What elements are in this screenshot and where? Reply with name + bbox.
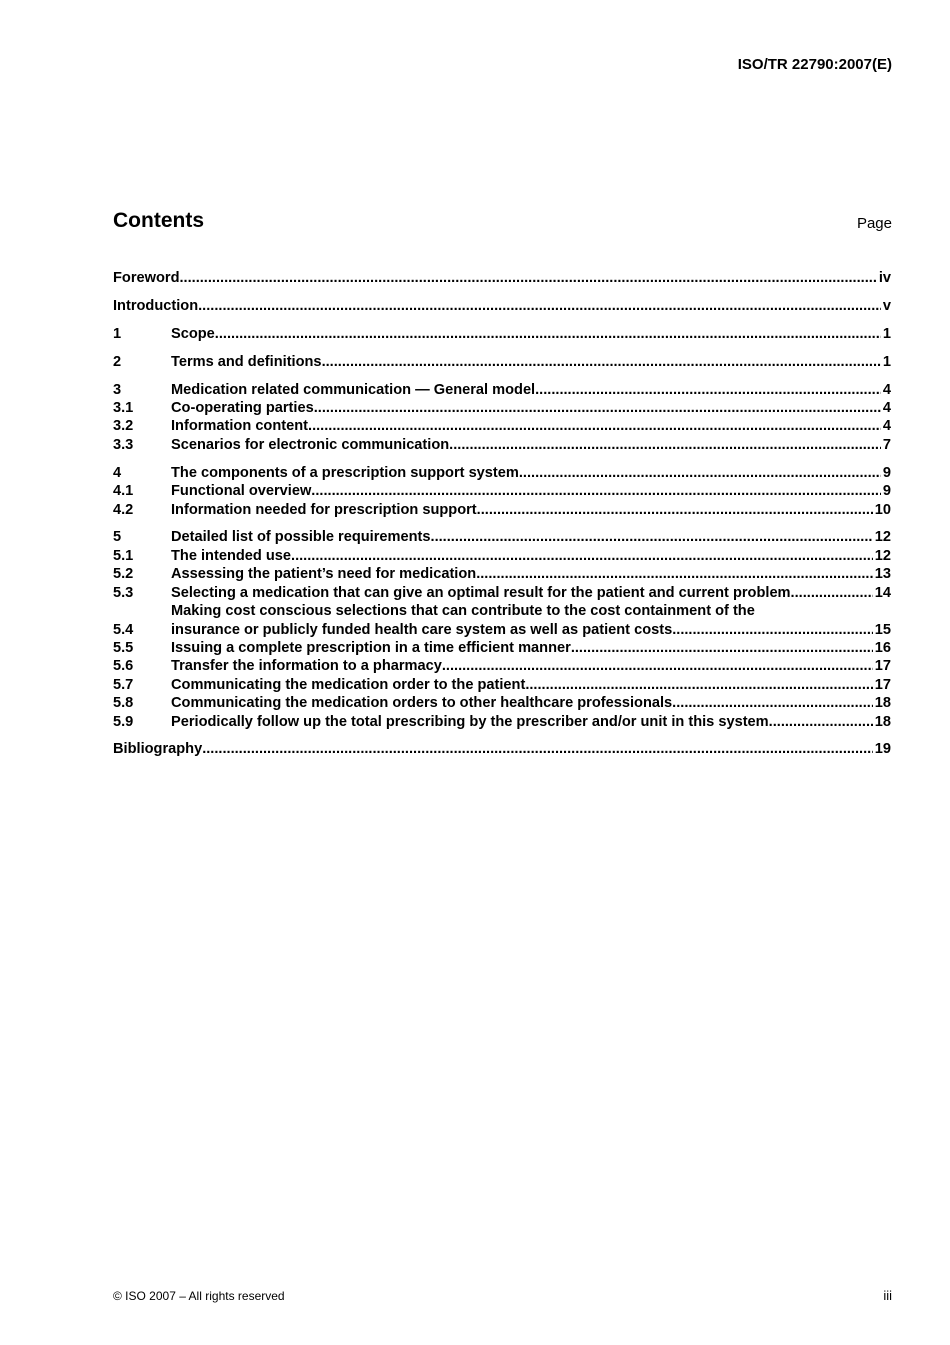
toc-entry-number: 3.3 [113, 436, 134, 453]
toc-entry-page: 16 [874, 639, 891, 656]
dot-leader [525, 676, 872, 694]
dot-leader [672, 621, 873, 639]
toc-entry[interactable] [113, 482, 891, 500]
toc-entry-number: 3.2 [113, 418, 134, 435]
dot-leader [322, 353, 881, 371]
toc-entry-title: Assessing the patient’s need for medication [171, 566, 477, 583]
toc-entry-title: Foreword [113, 270, 180, 286]
toc-entry-title: Selecting a medication that can give an optimal result for the patient and current problem [171, 584, 791, 601]
toc-entry-title: Information needed for prescription support [171, 501, 477, 518]
toc-entry-page: 1 [882, 325, 891, 342]
toc-entry-number: 5.2 [113, 566, 134, 583]
toc-entry-number: 4.1 [113, 483, 134, 500]
toc-entry[interactable] [113, 501, 891, 519]
toc-entry-page: v [882, 297, 891, 314]
toc-entry[interactable] [113, 657, 891, 675]
toc-entry[interactable] [113, 584, 891, 602]
toc-entry-title: Communicating the medication order to the patient [171, 676, 526, 693]
toc-entry[interactable] [113, 464, 891, 482]
dot-leader [215, 325, 881, 343]
toc-entry-page: 9 [882, 483, 891, 500]
toc-entry[interactable] [113, 353, 891, 371]
toc-entry-title: Issuing a complete prescription in a time efficient manner [171, 639, 571, 656]
toc-entry[interactable] [113, 713, 891, 731]
toc-entry-page: 15 [874, 621, 891, 638]
toc-entry-number: 3.1 [113, 400, 134, 417]
toc-entry-title: The components of a prescription support system [171, 464, 519, 481]
toc-entry-number: 1 [113, 325, 122, 342]
toc-entry-number: 5.8 [113, 695, 134, 712]
dot-leader [431, 528, 873, 546]
toc-entry-title: Medication related communication — General model [171, 381, 536, 398]
toc-entry[interactable] [113, 565, 891, 583]
toc-entry-page: 10 [874, 501, 891, 518]
toc-entry[interactable] [113, 528, 891, 546]
toc-entry-page: 14 [874, 584, 891, 601]
toc-entry-title: The intended use [171, 547, 292, 564]
toc-entry-title: insurance or publicly funded health care system as well as patient costs [171, 621, 673, 638]
toc-entry-title: Periodically follow up the total prescribing by the prescriber and/or unit in this system [171, 713, 769, 730]
contents-heading: Contents [113, 209, 204, 232]
toc-entry-page: 18 [874, 695, 891, 712]
toc-entry-number: 5.7 [113, 676, 134, 693]
toc-entry-page: 7 [882, 436, 891, 453]
copyright-notice: © ISO 2007 – All rights reserved [113, 1289, 285, 1303]
page-column-label: Page [856, 215, 892, 232]
toc-entry-number: 5 [113, 529, 122, 546]
dot-leader [314, 399, 881, 417]
toc-entry-number: 2 [113, 353, 122, 370]
toc-entry-title: Co-operating parties [171, 400, 314, 417]
toc-entry-number: 5.4 [113, 621, 134, 638]
toc-entry[interactable] [113, 297, 891, 315]
dot-leader [571, 639, 873, 657]
dot-leader [311, 482, 881, 500]
toc-entry-number: 5.3 [113, 584, 134, 601]
toc-entry-page: 17 [874, 658, 891, 675]
toc-entry-page: 17 [874, 676, 891, 693]
toc-entry-number: 5.9 [113, 713, 134, 730]
toc-entry-number: 5.5 [113, 639, 134, 656]
toc-entry-number: 4.2 [113, 501, 134, 518]
toc-entry-number: 4 [113, 464, 122, 481]
page-number: iii [883, 1288, 892, 1303]
document-id: ISO/TR 22790:2007(E) [737, 56, 892, 73]
toc-entry[interactable] [113, 269, 891, 287]
toc-entry[interactable] [113, 602, 891, 639]
toc-entry-title: Information content [171, 418, 309, 435]
toc-entry-title: Scope [171, 325, 215, 342]
toc-entry-page: 13 [874, 566, 891, 583]
dot-leader [179, 269, 876, 287]
toc-entry[interactable] [113, 639, 891, 657]
toc-entry-title: Detailed list of possible requirements [171, 529, 431, 546]
dot-leader [476, 565, 873, 583]
toc-entry-page: 12 [874, 547, 891, 564]
dot-leader [535, 381, 881, 399]
toc-entry-page: 18 [874, 713, 891, 730]
toc-entry-title: Bibliography [113, 741, 203, 758]
dot-leader [442, 657, 873, 675]
toc-entry-title: Communicating the medication orders to other healthcare professionals [171, 695, 673, 712]
toc-entry-title: Transfer the information to a pharmacy [171, 658, 442, 675]
dot-leader [769, 713, 873, 731]
toc-entry[interactable] [113, 547, 891, 565]
dot-leader [291, 547, 873, 565]
toc-entry-title-line1: Making cost conscious selections that can contribute to the cost containment of the [171, 603, 755, 620]
toc-entry-page: 1 [882, 353, 891, 370]
toc-entry-page: 4 [882, 381, 891, 398]
dot-leader [477, 501, 873, 519]
toc-entry[interactable] [113, 740, 891, 758]
toc-entry-page: 12 [874, 529, 891, 546]
toc-entry[interactable] [113, 676, 891, 694]
toc-entry-page: 19 [874, 741, 891, 758]
toc-entry[interactable] [113, 694, 891, 712]
toc-entry-number: 5.6 [113, 658, 134, 675]
toc-entry-page: 9 [882, 464, 891, 481]
toc-entry-title: Functional overview [171, 483, 312, 500]
toc-entry[interactable] [113, 399, 891, 417]
dot-leader [198, 297, 881, 315]
toc-entry[interactable] [113, 381, 891, 399]
toc-entry-number: 3 [113, 381, 122, 398]
toc-entry-title: Scenarios for electronic communication [171, 436, 450, 453]
dot-leader [672, 694, 873, 712]
toc-entry-title: Introduction [113, 297, 199, 314]
toc-entry[interactable] [113, 325, 891, 343]
table-of-contents [113, 269, 891, 759]
toc-entry-number: 5.1 [113, 547, 134, 564]
toc-entry-page: iv [878, 270, 891, 286]
dot-leader [449, 436, 881, 454]
dot-leader [202, 740, 873, 758]
toc-entry[interactable] [113, 436, 891, 454]
toc-entry-page: 4 [882, 418, 891, 435]
toc-entry-title: Terms and definitions [171, 353, 322, 370]
dot-leader [519, 464, 881, 482]
dot-leader [308, 417, 881, 435]
toc-entry[interactable] [113, 417, 891, 435]
dot-leader [791, 584, 873, 602]
toc-entry-page: 4 [882, 400, 891, 417]
